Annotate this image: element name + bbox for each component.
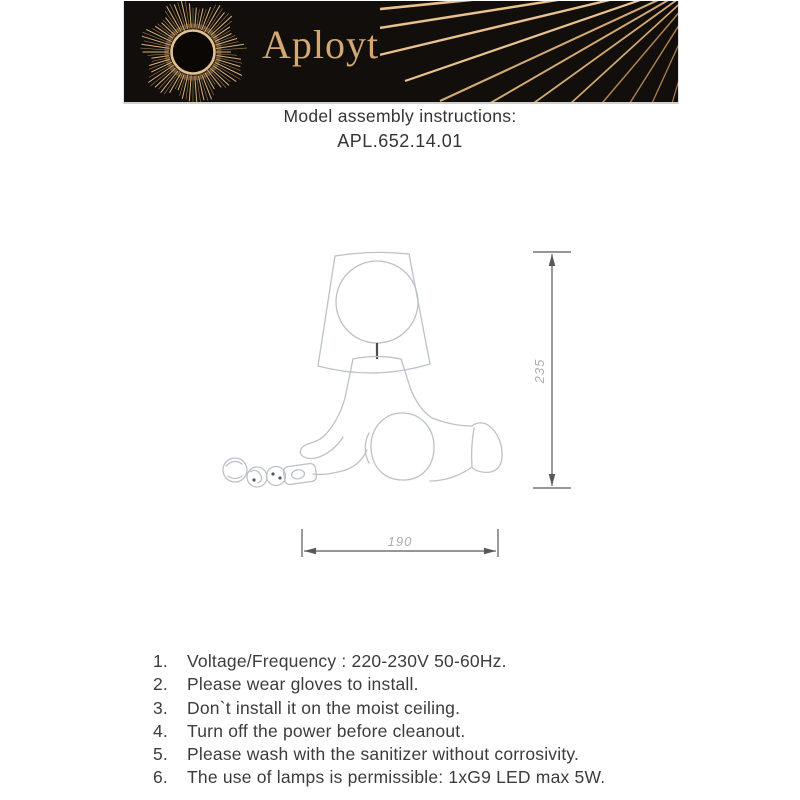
list-item <box>153 697 693 720</box>
item-text: Please wash with the sanitizer without corrosivity. <box>187 744 580 765</box>
page-heading <box>0 106 800 152</box>
item-number: 2. <box>153 674 168 695</box>
list-item <box>153 743 693 766</box>
item-text: Don`t install it on the moist ceiling. <box>187 697 461 718</box>
height-dimension-label: 235 <box>532 358 547 384</box>
assembly-diagram <box>150 240 580 570</box>
item-number: 1. <box>153 651 168 671</box>
brand-wordmark: Aployt <box>262 22 380 67</box>
figure-body <box>300 390 502 481</box>
item-number: 3. <box>153 697 168 718</box>
list-item <box>153 650 693 673</box>
item-number: 6. <box>153 767 168 788</box>
list-item <box>153 720 693 743</box>
cord-switch <box>283 463 317 485</box>
list-item <box>153 673 693 696</box>
item-number: 4. <box>153 720 168 741</box>
item-number: 5. <box>153 744 168 765</box>
lamp-collar <box>345 357 411 399</box>
corner-rays-icon <box>380 1 679 102</box>
width-dimension-label: 190 <box>387 534 413 549</box>
instructions-list <box>153 650 693 790</box>
lamp-sphere <box>336 261 418 343</box>
model-number: APL.652.14.01 <box>337 131 463 151</box>
starburst-logo-icon <box>138 1 248 104</box>
width-dimension <box>302 529 498 557</box>
brand-banner <box>123 1 679 104</box>
item-text: Please wear gloves to install. <box>187 674 419 695</box>
power-cord <box>313 450 367 474</box>
height-dimension <box>532 252 571 488</box>
heading-title: Model assembly instructions: <box>283 106 517 126</box>
list-item <box>153 766 693 789</box>
power-plug <box>223 458 286 487</box>
item-text: Voltage/Frequency : 220-230V 50-60Hz. <box>187 651 507 671</box>
item-text: The use of lamps is permissible: 1xG9 LED max 5W. <box>187 767 606 788</box>
lampshade-outline <box>318 252 430 373</box>
item-text: Turn off the power before cleanout. <box>187 720 466 741</box>
